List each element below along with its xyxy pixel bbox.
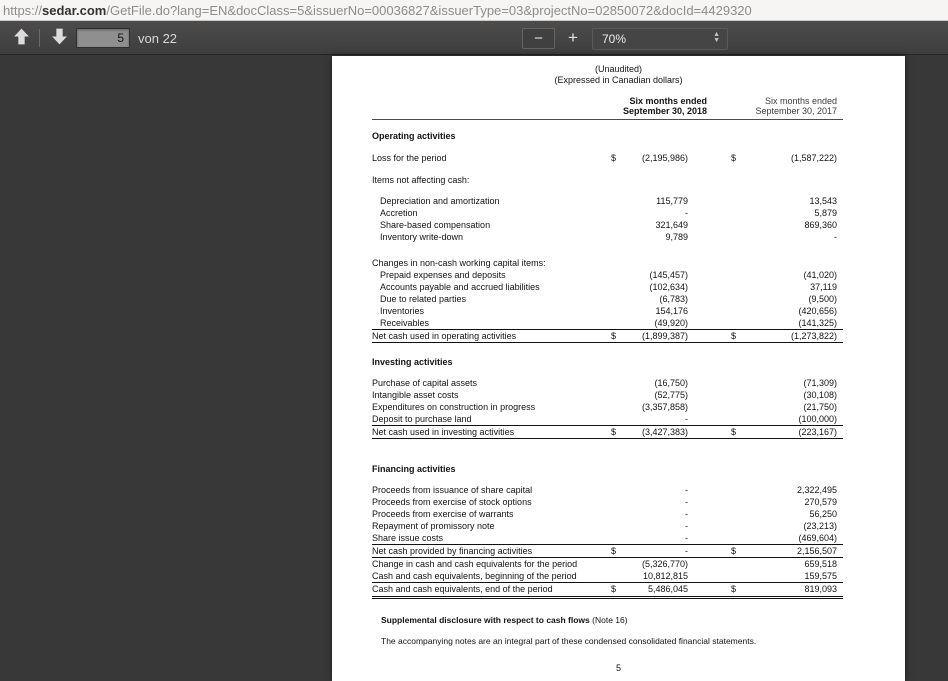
currency-symbol-2017 [731, 231, 747, 243]
url-path: /GetFile.do?lang=EN&docClass=5&issuerNo=00036827&issuerType=03&projectNo=02850072&docId=4429320 [106, 2, 752, 18]
zoom-level-select[interactable] [592, 28, 728, 50]
doc-subtitle-currency: (Expressed in Canadian dollars) [554, 75, 683, 85]
value-2017: 5,879 [814, 208, 837, 218]
column-header-2017 [713, 96, 843, 116]
currency-symbol-2017 [731, 305, 747, 317]
value-2017 [747, 130, 843, 142]
supplemental-note [381, 615, 905, 625]
currency-symbol-2018 [611, 484, 627, 496]
table-row [372, 219, 843, 231]
table-row [372, 413, 843, 425]
value-2018: - [685, 414, 688, 424]
column-gap [688, 293, 731, 305]
toolbar-divider [39, 29, 40, 47]
row-label: Cash and cash equivalents, end of the period [372, 584, 553, 594]
value-2017: 159,575 [804, 571, 837, 581]
table-row [372, 152, 843, 164]
value-2018: 10,812,815 [642, 571, 688, 581]
value-2018: - [685, 521, 688, 531]
currency-symbol-2017 [731, 281, 747, 293]
currency-symbol-2018 [611, 195, 627, 207]
row-label: Proceeds from exercise of warrants [372, 509, 514, 519]
table-row [372, 130, 843, 142]
currency-symbol-2018: $ [611, 153, 617, 163]
value-2017: 56,250 [809, 509, 837, 519]
value-2017: (23,213) [803, 521, 837, 531]
cash-flow-table [372, 96, 843, 599]
value-2017: (30,108) [803, 390, 837, 400]
currency-symbol-2018 [611, 174, 627, 186]
column-header-2018 [513, 96, 713, 116]
value-2018: (6,783) [659, 294, 688, 304]
currency-symbol-2018 [611, 413, 627, 425]
page-number: 5 [615, 663, 621, 673]
value-2018: - [685, 208, 688, 218]
zoom-level-value: 70% [602, 32, 627, 46]
table-row [372, 281, 843, 293]
column-gap [688, 463, 731, 475]
value-2018: - [685, 546, 688, 556]
column-gap [688, 231, 731, 243]
table-row [372, 377, 843, 389]
table-row [372, 231, 843, 243]
zoom-in-button[interactable]: + [560, 26, 586, 50]
value-2017: (21,750) [803, 402, 837, 412]
currency-symbol-2017 [731, 496, 747, 508]
value-2018: - [685, 533, 688, 543]
value-2017: 869,360 [804, 220, 837, 230]
column-gap [688, 257, 731, 269]
value-2017: 2,156,507 [796, 546, 837, 556]
row-label: Share issue costs [372, 533, 444, 543]
value-2018: - [685, 509, 688, 519]
row-label: Net cash provided by financing activities [372, 546, 533, 556]
value-2017: 819,093 [804, 584, 837, 594]
supplemental-note-ref: (Note 16) [589, 615, 628, 625]
value-2017: (41,020) [803, 270, 837, 280]
column-header-2017-line1: Six months ended [764, 96, 837, 106]
value-2017: 37,119 [810, 282, 837, 292]
previous-page-button[interactable] [8, 26, 34, 50]
table-row [372, 544, 843, 558]
currency-symbol-2017 [731, 269, 747, 281]
row-label: Purchase of capital assets [372, 378, 478, 388]
currency-symbol-2017 [731, 174, 747, 186]
currency-symbol-2018 [611, 570, 627, 582]
currency-symbol-2018: $ [611, 427, 617, 437]
value-2018: (145,457) [649, 270, 688, 280]
arrow-down-icon [50, 34, 69, 49]
value-2018: (3,357,858) [641, 402, 688, 412]
value-2018: 321,649 [655, 220, 688, 230]
table-row [372, 425, 843, 439]
pdf-page [332, 56, 905, 681]
value-2017: (1,587,222) [790, 153, 837, 163]
currency-symbol-2017 [731, 484, 747, 496]
row-label: Financing activities [372, 464, 456, 474]
column-gap [688, 508, 731, 520]
currency-symbol-2017 [731, 463, 747, 475]
value-2018 [627, 257, 688, 269]
row-label: Loss for the period [372, 153, 447, 163]
column-gap [688, 281, 731, 293]
value-2017: (420,656) [798, 306, 837, 316]
currency-symbol-2017 [731, 508, 747, 520]
pdf-toolbar [0, 21, 948, 55]
column-gap [688, 174, 731, 186]
table-row [372, 520, 843, 532]
column-gap [688, 305, 731, 317]
table-row [372, 583, 843, 599]
closing-note: The accompanying notes are an integral part of these condensed consolidated financial statements. [381, 636, 757, 646]
currency-symbol-2018 [611, 207, 627, 219]
currency-symbol-2018: $ [611, 584, 617, 594]
currency-symbol-2018 [611, 257, 627, 269]
value-2017: (100,000) [798, 414, 837, 424]
currency-symbol-2017: $ [731, 153, 737, 163]
row-label: Cash and cash equivalents, beginning of the period [372, 571, 577, 581]
value-2017: - [834, 232, 837, 242]
row-label: Repayment of promissory note [372, 521, 495, 531]
column-gap [688, 317, 731, 329]
row-label: Deposit to purchase land [372, 414, 472, 424]
value-2018: (1,899,387) [641, 331, 688, 341]
value-2018: (5,326,770) [641, 559, 688, 569]
table-row [372, 207, 843, 219]
value-2017: 659,518 [804, 559, 837, 569]
column-gap [688, 545, 731, 557]
supplemental-note-bold: Supplemental disclosure with respect to cash flows [381, 615, 590, 625]
table-row [372, 356, 843, 368]
column-gap [688, 219, 731, 231]
currency-symbol-2018 [611, 130, 627, 142]
currency-symbol-2017 [731, 532, 747, 544]
currency-symbol-2018 [611, 508, 627, 520]
currency-symbol-2018 [611, 389, 627, 401]
column-gap [688, 532, 731, 544]
table-body [372, 130, 843, 599]
currency-symbol-2017 [731, 413, 747, 425]
row-label: Net cash used in operating activities [372, 331, 517, 341]
currency-symbol-2018 [611, 377, 627, 389]
table-row [372, 389, 843, 401]
value-2017: (9,500) [808, 294, 837, 304]
currency-symbol-2017 [731, 207, 747, 219]
currency-symbol-2018 [611, 463, 627, 475]
row-label: Proceeds from exercise of stock options [372, 497, 532, 507]
table-row [372, 195, 843, 207]
currency-symbol-2018 [611, 293, 627, 305]
value-2018: (49,920) [654, 318, 688, 328]
row-label: Changes in non-cash working capital items: [372, 258, 546, 268]
currency-symbol-2017 [731, 570, 747, 582]
column-gap [688, 570, 731, 582]
table-row [372, 269, 843, 281]
value-2017: 2,322,495 [796, 485, 837, 495]
value-2018: 5,486,045 [647, 584, 688, 594]
currency-symbol-2018 [611, 496, 627, 508]
currency-symbol-2017 [731, 195, 747, 207]
value-2018 [627, 130, 688, 142]
currency-symbol-2018 [611, 219, 627, 231]
currency-symbol-2017 [731, 377, 747, 389]
column-gap [688, 330, 731, 342]
row-label: Depreciation and amortization [380, 196, 500, 206]
select-spinner-icon: ▲ ▼ [713, 31, 720, 44]
currency-symbol-2017 [731, 219, 747, 231]
column-header-2017-line2: September 30, 2017 [755, 106, 837, 116]
value-2017: 13,543 [809, 196, 837, 206]
column-gap [688, 558, 731, 570]
value-2018 [627, 463, 688, 475]
table-row [372, 257, 843, 269]
column-gap [688, 496, 731, 508]
value-2018: 9,789 [665, 232, 688, 242]
zoom-out-button[interactable]: − [522, 28, 555, 49]
value-2017 [747, 356, 843, 368]
table-row [372, 508, 843, 520]
url-bar[interactable] [0, 0, 948, 21]
column-gap [688, 152, 731, 164]
row-label: Intangible asset costs [372, 390, 459, 400]
value-2017: (1,273,822) [790, 331, 837, 341]
currency-symbol-2018: $ [611, 331, 617, 341]
currency-symbol-2018 [611, 317, 627, 329]
page-count-label: von 22 [138, 31, 178, 46]
currency-symbol-2017 [731, 130, 747, 142]
column-gap [688, 207, 731, 219]
table-row [372, 496, 843, 508]
value-2017: (469,604) [798, 533, 837, 543]
url-scheme: https:// [3, 2, 43, 18]
value-2018: (2,195,986) [641, 153, 688, 163]
currency-symbol-2017 [731, 401, 747, 413]
column-gap [688, 413, 731, 425]
currency-symbol-2017 [731, 356, 747, 368]
value-2017 [747, 257, 843, 269]
row-label: Change in cash and cash equivalents for the period [372, 559, 578, 569]
currency-symbol-2017 [731, 257, 747, 269]
currency-symbol-2018 [611, 401, 627, 413]
column-gap [688, 389, 731, 401]
value-2018: 154,176 [655, 306, 688, 316]
column-gap [688, 356, 731, 368]
currency-symbol-2017 [731, 293, 747, 305]
table-row [372, 329, 843, 343]
currency-symbol-2017: $ [731, 331, 737, 341]
table-row [372, 293, 843, 305]
next-page-button[interactable] [46, 26, 72, 50]
value-2018: (16,750) [654, 378, 688, 388]
value-2018 [627, 356, 688, 368]
table-row [372, 401, 843, 413]
row-label: Operating activities [372, 131, 456, 141]
row-label: Inventory write-down [380, 232, 464, 242]
table-row [372, 532, 843, 544]
row-label: Investing activities [372, 357, 453, 367]
row-label: Receivables [380, 318, 430, 328]
column-gap [688, 484, 731, 496]
value-2017 [747, 463, 843, 475]
column-gap [688, 269, 731, 281]
row-label: Prepaid expenses and deposits [380, 270, 506, 280]
column-gap [688, 377, 731, 389]
pdf-viewer-canvas[interactable] [0, 56, 948, 681]
currency-symbol-2018 [611, 231, 627, 243]
value-2018: - [685, 497, 688, 507]
value-2018 [627, 174, 688, 186]
currency-symbol-2018 [611, 269, 627, 281]
currency-symbol-2017: $ [731, 584, 737, 594]
currency-symbol-2017 [731, 520, 747, 532]
currency-symbol-2017: $ [731, 546, 737, 556]
url-text [3, 3, 752, 18]
table-row [372, 484, 843, 496]
currency-symbol-2017 [731, 389, 747, 401]
column-header-2018-line1: Six months ended [629, 96, 707, 106]
table-row [372, 570, 843, 583]
currency-symbol-2018 [611, 281, 627, 293]
column-gap [688, 426, 731, 438]
currency-symbol-2018: $ [611, 546, 617, 556]
currency-symbol-2018 [611, 305, 627, 317]
arrow-up-icon [12, 34, 31, 49]
table-row [372, 174, 843, 186]
table-header-row [372, 96, 843, 120]
table-row [372, 463, 843, 475]
value-2017: (141,325) [798, 318, 837, 328]
page-number-input[interactable] [76, 28, 130, 48]
currency-symbol-2018 [611, 558, 627, 570]
currency-symbol-2018 [611, 532, 627, 544]
value-2017: (223,167) [798, 427, 837, 437]
column-gap [688, 520, 731, 532]
value-2018: (102,634) [649, 282, 688, 292]
value-2017: (71,309) [803, 378, 837, 388]
currency-symbol-2018 [611, 356, 627, 368]
currency-symbol-2017: $ [731, 427, 737, 437]
row-label: Accounts payable and accrued liabilities [380, 282, 540, 292]
column-header-2018-line2: September 30, 2018 [622, 106, 707, 116]
currency-symbol-2017 [731, 558, 747, 570]
url-domain: sedar.com [42, 2, 107, 18]
value-2018: (3,427,383) [641, 427, 688, 437]
row-label: Proceeds from issuance of share capital [372, 485, 533, 495]
table-row [372, 558, 843, 570]
column-gap [688, 401, 731, 413]
value-2018: 115,779 [656, 196, 688, 206]
row-label: Items not affecting cash: [372, 175, 470, 185]
row-label: Expenditures on construction in progress [372, 402, 536, 412]
column-gap [688, 583, 731, 595]
row-label: Share-based compensation [380, 220, 491, 230]
value-2017: 270,579 [804, 497, 837, 507]
value-2018: - [685, 485, 688, 495]
row-label: Net cash used in investing activities [372, 427, 515, 437]
table-row [372, 305, 843, 317]
column-gap [688, 130, 731, 142]
table-row [372, 317, 843, 329]
currency-symbol-2017 [731, 317, 747, 329]
value-2017 [747, 174, 843, 186]
row-label: Inventories [380, 306, 425, 316]
value-2018: (52,775) [654, 390, 688, 400]
column-gap [688, 195, 731, 207]
currency-symbol-2018 [611, 520, 627, 532]
row-label: Due to related parties [380, 294, 467, 304]
row-label: Accretion [380, 208, 418, 218]
doc-subtitle-unaudited: (Unaudited) [594, 64, 643, 74]
